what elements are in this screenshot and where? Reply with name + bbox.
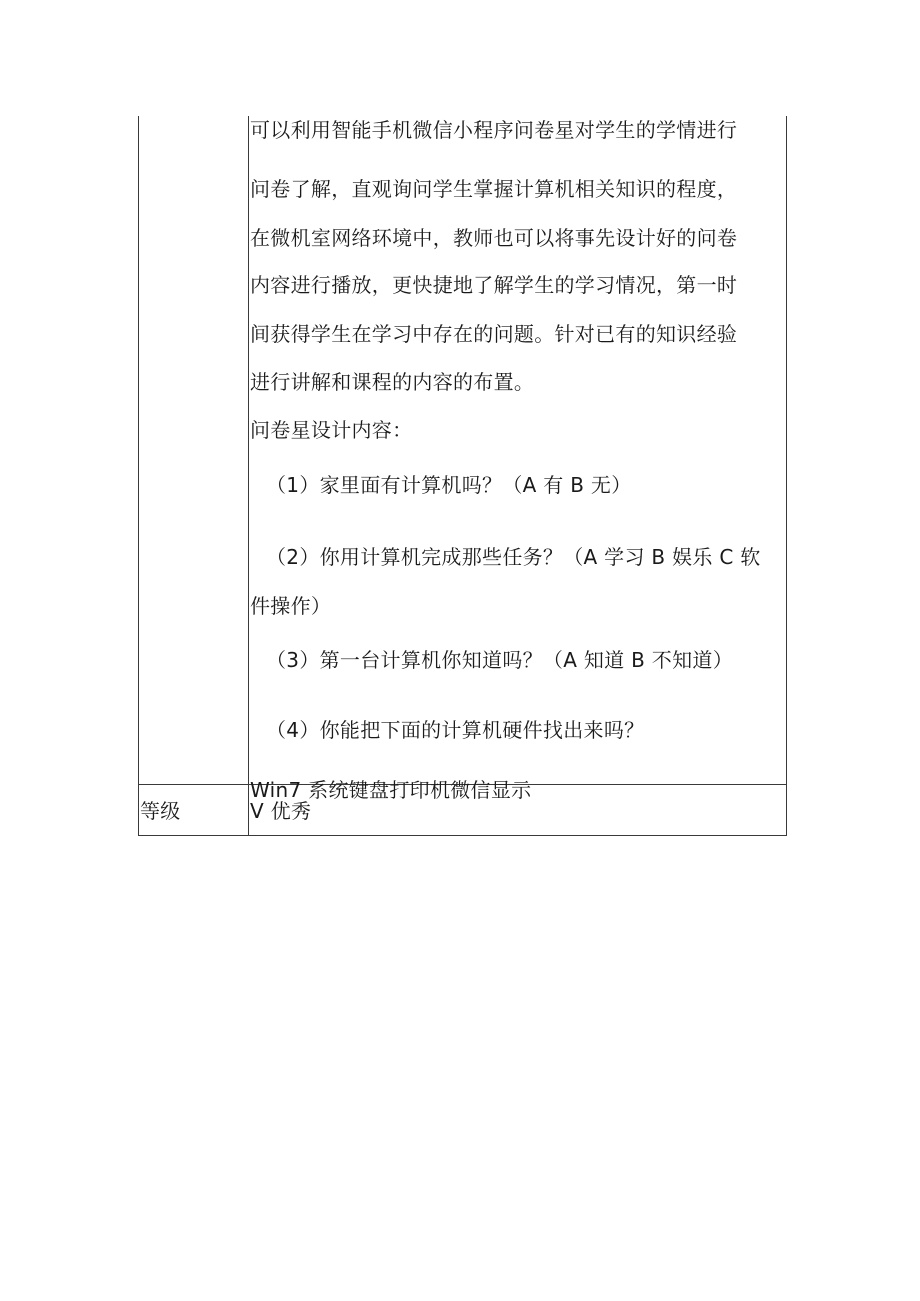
question-item: （1）家里面有计算机吗？（A 有 B 无） xyxy=(266,473,632,497)
content-line: 在微机室网络环境中，教师也可以将事先设计好的问卷 xyxy=(250,226,738,250)
question-item: （3）第一台计算机你知道吗？（A 知道 B 不知道） xyxy=(266,648,733,672)
content-line: 可以利用智能手机微信小程序问卷星对学生的学情进行 xyxy=(250,118,738,142)
content-line: 内容进行播放，更快捷地了解学生的学习情况，第一时 xyxy=(250,273,738,297)
cut-off-line: Win7 系统键盘打印机微信显示 xyxy=(250,778,532,802)
content-line: 间获得学生在学习中存在的问题。针对已有的知识经验 xyxy=(250,322,738,346)
question-item: （4）你能把下面的计算机硬件找出来吗？ xyxy=(266,718,645,742)
table-column-divider xyxy=(248,116,249,836)
cut-off-line-clip xyxy=(250,764,780,802)
grade-label: 等级 xyxy=(140,799,181,823)
content-line: 问卷星设计内容： xyxy=(250,418,413,442)
question-item-continuation: 件操作） xyxy=(250,594,332,618)
content-line: 问卷了解，直观询问学生掌握计算机相关知识的程度， xyxy=(250,177,738,201)
grade-value: V 优秀 xyxy=(250,799,312,823)
table-right-border xyxy=(786,116,787,836)
content-line: 进行讲解和课程的内容的布置。 xyxy=(250,370,535,394)
table-bottom-border xyxy=(138,835,787,836)
question-item: （2）你用计算机完成那些任务？（A 学习 B 娱乐 C 软 xyxy=(266,545,761,569)
table-left-border xyxy=(138,116,139,836)
